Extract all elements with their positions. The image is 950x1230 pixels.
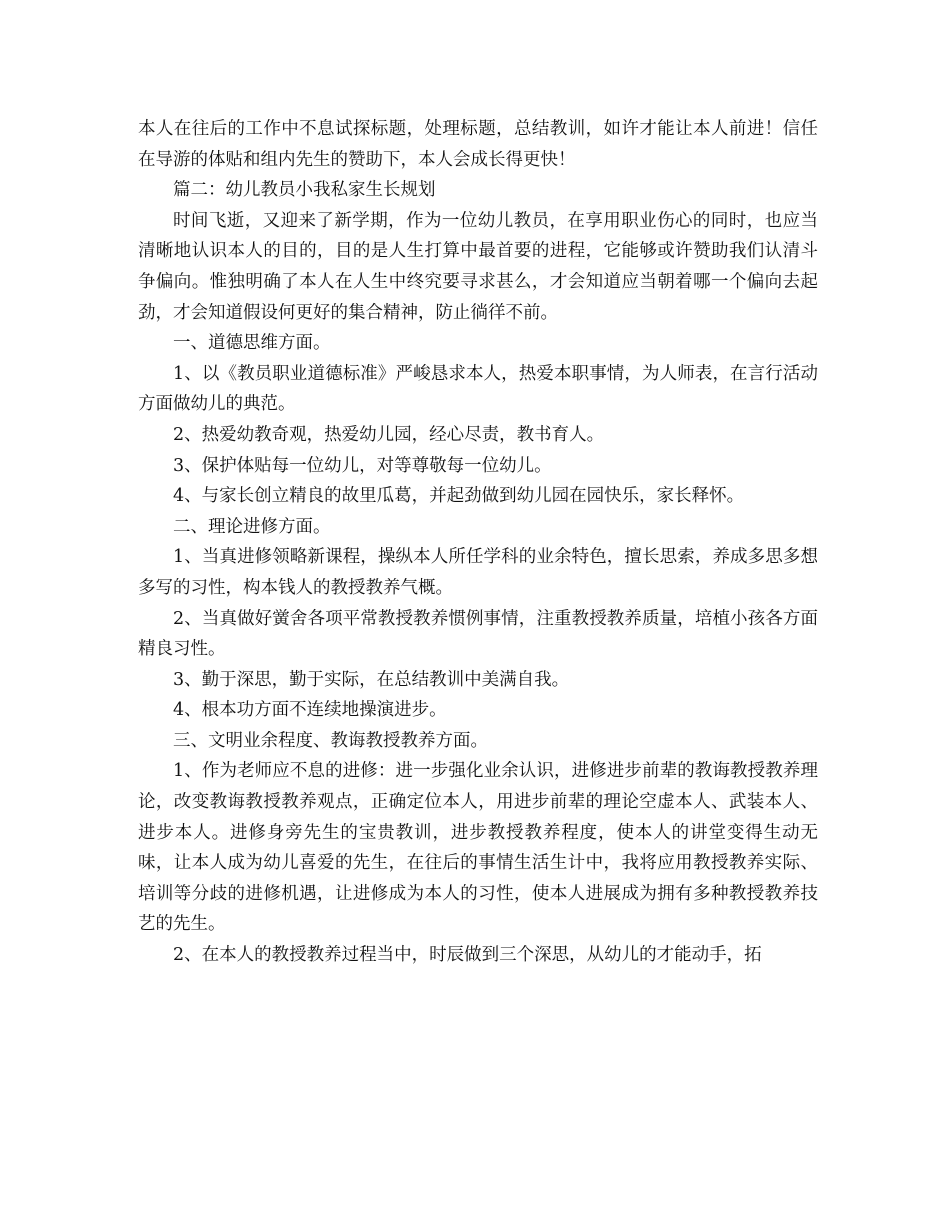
list-item: 2、在本人的教授教养过程当中，时辰做到三个深思，从幼儿的才能动手，拓 <box>173 945 762 966</box>
list-item: 2、当真做好黉舍各项平常教授教养惯例事情，注重教授教养质量，培植小孩各方面精良习性。 <box>138 608 818 660</box>
list-item: 1、作为老师应不息的进修：进一步强化业余认识，进修进步前辈的教诲教授教养理论，改变教诲教授教养观点，正确定位本人，用进步前辈的理论空虚本人、武装本人、进步本人。进修身旁先生的宝贵教训，进步教授教养程度，使本人的讲堂变得生动无味，让本人成为幼儿喜爱的先生，在往后的事情生活生计中，我将应用教授教养实际、培训等分歧的进修机遇，让进修成为本人的习性，使本人进展成为拥有多种教授教养技艺的先生。 <box>138 761 818 935</box>
section-heading: 一、道德思维方面。 <box>173 333 331 354</box>
list-item: 1、当真进修领略新课程，操纵本人所任学科的业余特色，擅长思索，养成多思多想多写的习性，构本钱人的教授教养气概。 <box>138 547 818 598</box>
list-item: 2、热爱幼教奇观，热爱幼儿园，经心尽责，教书育人。 <box>173 424 605 445</box>
paragraph: 时间飞逝，又迎来了新学期，作为一位幼儿教员，在享用职业伤心的同时，也应当清晰地认识本人的目的，目的是人生打算中最首要的进程，它能够或许赞助我们认清斗争偏向。惟独明确了本人在人生中终究要寻求甚么，才会知道应当朝着哪一个偏向去起劲，才会知道假设何更好的集合精神，防止徜徉不前。 <box>138 210 818 323</box>
list-item: 3、勤于深思，勤于实际，在总结教训中美满自我。 <box>173 669 570 690</box>
list-item: 4、与家长创立精良的故里瓜葛，并起劲做到幼儿园在园快乐，家长释怀。 <box>173 486 745 507</box>
section-heading: 二、理论进修方面。 <box>173 516 331 537</box>
list-item: 1、以《教员职业道德标准》严峻恳求本人，热爱本职事情，为人师表，在言行活动方面做幼儿的典范。 <box>138 363 818 415</box>
document-body <box>138 114 818 971</box>
paragraph: 本人在往后的工作中不息试探标题，处理标题，总结教训，如许才能让本人前进！信任在导游的体贴和组内先生的赞助下，本人会成长得更快！ <box>138 119 818 170</box>
section-heading: 三、文明业余程度、教诲教授教养方面。 <box>173 730 488 751</box>
list-item: 3、保护体贴每一位幼儿，对等尊敬每一位幼儿。 <box>173 455 552 476</box>
list-item: 4、根本功方面不连续地操演进步。 <box>173 700 447 721</box>
section-heading: 篇二：幼儿教员小我私家生长规划 <box>173 180 436 201</box>
